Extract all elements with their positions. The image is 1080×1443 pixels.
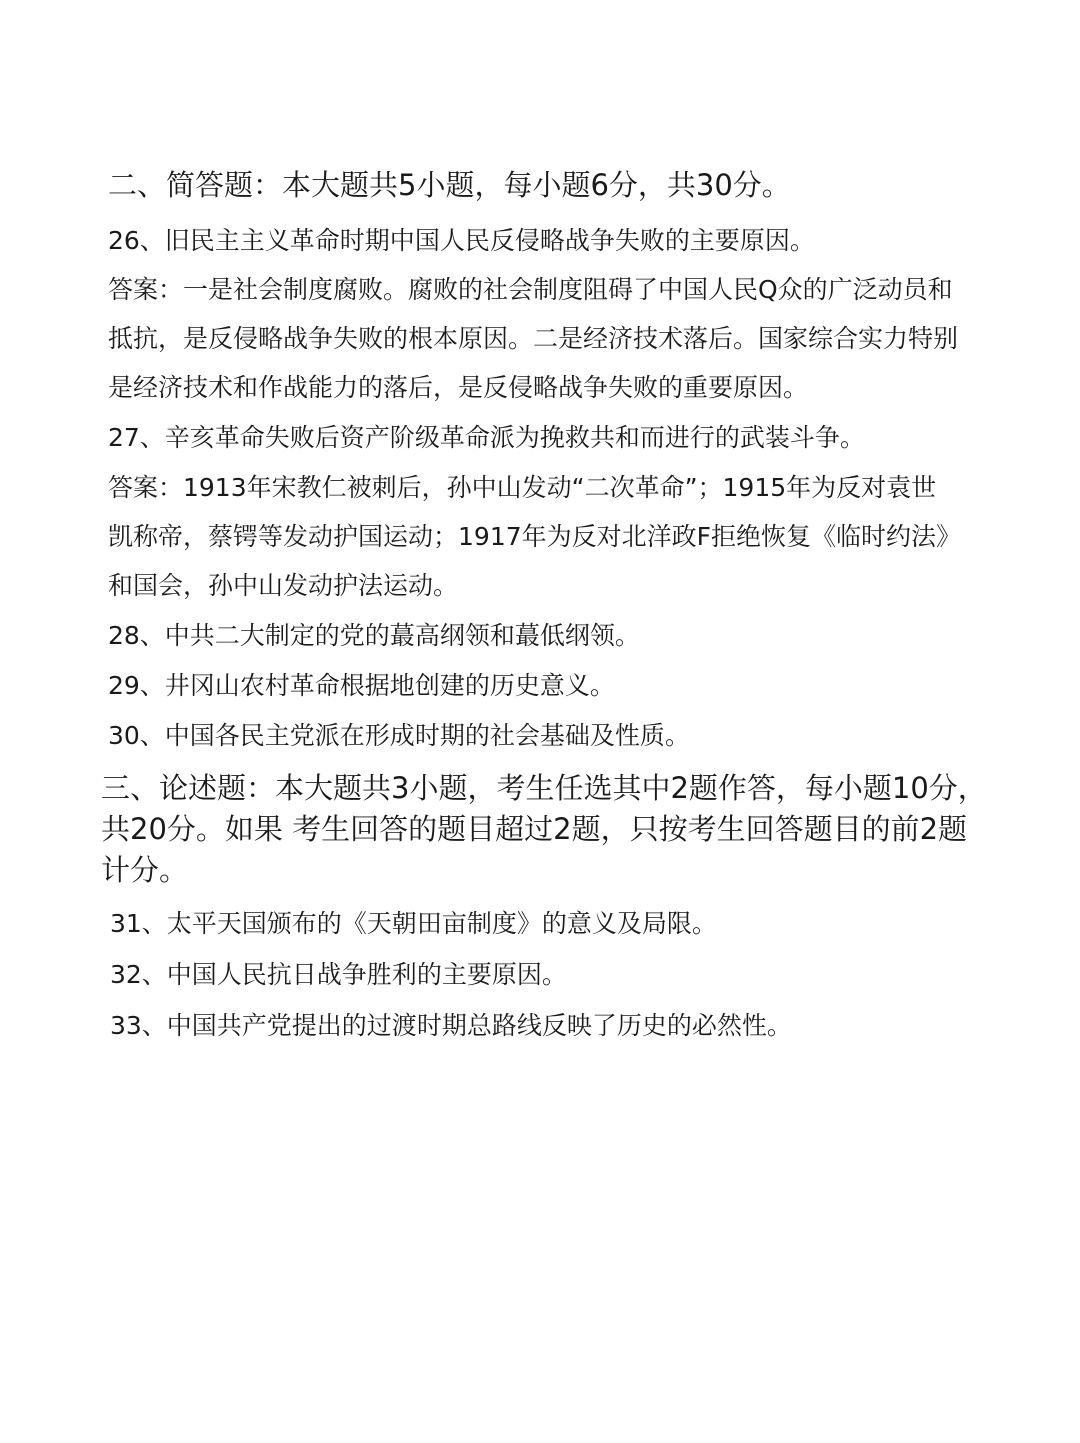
answer-27-line-1: 答案：1913年宋教仁被刺后，孙中山发动“二次革命”；1915年为反对袁世 [108,473,937,502]
section-3-title-line-1: 三、论述题：本大题共3小题，考生任选其中2题作答，每小题10分， [101,771,987,805]
question-31: 31、太平天国颁布的《天朝田亩制度》的意义及局限。 [110,909,717,938]
question-30: 30、中国各民主党派在形成时期的社会基础及性质。 [108,721,690,750]
question-33: 33、中国共产党提出的过渡时期总路线反映了历史的必然性。 [110,1011,792,1040]
answer-27-line-2: 凯称帝，蔡锷等发动护国运动；1917年为反对北洋政F拒绝恢复《临时约法》 [108,522,962,551]
answer-26-line-2: 抵抗，是反侵略战争失败的根本原因。二是经济技术落后。国家综合实力特别 [108,324,959,353]
answer-27-line-3: 和国会，孙中山发动护法运动。 [108,571,459,600]
question-28: 28、中共二大制定的党的蕞高纲领和蕞低纲领。 [108,621,640,650]
question-29: 29、井冈山农村革命根据地创建的历史意义。 [108,671,615,700]
answer-26-line-3: 是经济技术和作战能力的落后，是反侵略战争失败的重要原因。 [108,373,809,402]
question-32: 32、中国人民抗日战争胜利的主要原因。 [110,960,567,989]
question-27: 27、辛亥革命失败后资产阶级革命派为挽救共和而进行的武装斗争。 [108,423,865,452]
section-2-title: 二、简答题：本大题共5小题，每小题6分，共30分。 [108,168,791,202]
answer-26-line-1: 答案：一是社会制度腐败。腐败的社会制度阻碍了中国人民Q众的广泛动员和 [108,275,953,304]
question-26: 26、旧民主主义革命时期中国人民反侵略战争失败的主要原因。 [108,226,815,255]
section-3-title-line-2: 共20分。如果 考生回答的题目超过2题，只按考生回答题目的前2题 [101,812,968,846]
section-3-title-line-3: 计分。 [101,853,189,887]
